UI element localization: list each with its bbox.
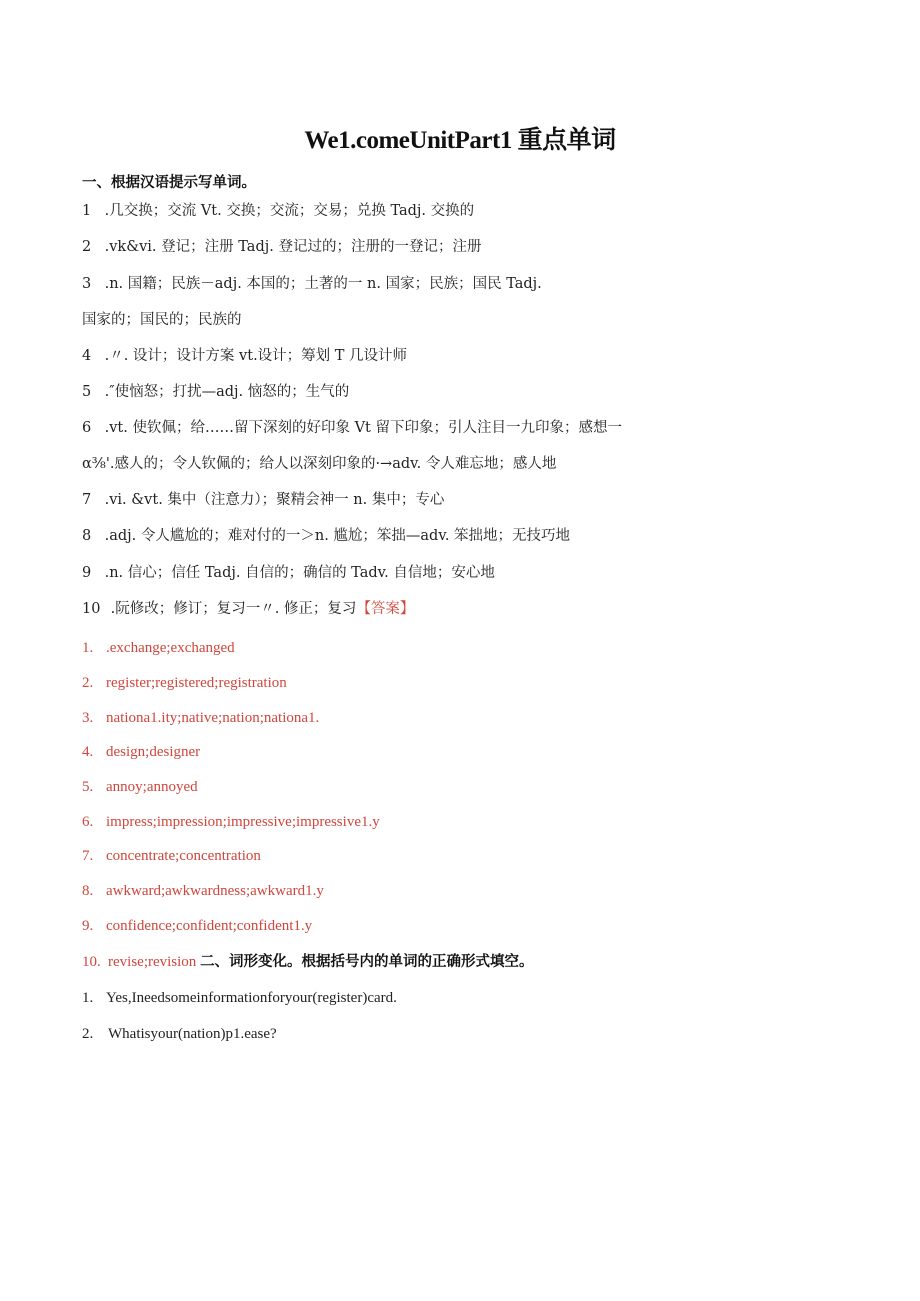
question-text: .n. 国籍；民族－adj. 本国的；土著的一 n. 国家；民族；国民 Tadj. — [104, 276, 542, 292]
answer-item — [82, 778, 198, 796]
question-text: .vt. 使钦佩；给……留下深刻的好印象 Vt 留下印象；引人注目一九印象；感想一 — [104, 420, 622, 436]
answer-item — [82, 953, 534, 971]
section-heading-2: 二、词形变化。根据括号内的单词的正确形式填空。 — [200, 954, 534, 970]
question-number: 10 — [82, 601, 101, 617]
answer-text: awkward;awkwardness;awkward1.y — [106, 883, 324, 899]
exercise-number: 2. — [82, 1026, 94, 1042]
exercise-item — [82, 989, 397, 1007]
question-text: .″使恼怒；打扰—adj. 恼怒的；生气的 — [104, 384, 350, 400]
question-text: .阮修改；修订；复习一〃. 修正；复习 — [110, 601, 357, 617]
answer-number: 2. — [82, 675, 94, 691]
answer-number: 4. — [82, 744, 94, 760]
question-item — [82, 491, 444, 509]
answer-number: 9. — [82, 918, 94, 934]
answer-text: nationa1.ity;native;nation;nationa1. — [106, 710, 320, 726]
page-title: We1.comeUnitPart1 重点单词 — [304, 127, 616, 154]
answer-text: .exchange;exchanged — [106, 640, 235, 656]
question-number: 7 — [82, 492, 92, 508]
answer-item — [82, 743, 200, 761]
question-text: α⅜'.感人的；令人钦佩的；给人以深刻印象的·→adv. 令人难忘地；感人地 — [82, 456, 557, 472]
answer-text: confidence;confident;confident1.y — [106, 918, 313, 934]
answer-text: revise;revision — [108, 954, 197, 970]
answer-number: 3. — [82, 710, 94, 726]
answer-number: 7. — [82, 848, 94, 864]
question-text: 国家的；国民的；民族的 — [82, 312, 242, 328]
question-text: .vi. &vt. 集中（注意力）；聚精会神一 n. 集中；专心 — [104, 492, 445, 508]
question-item — [82, 527, 570, 545]
answer-text: annoy;annoyed — [106, 779, 198, 795]
answer-item — [82, 847, 261, 865]
question-number: 9 — [82, 565, 92, 581]
question-text: .几交换；交流 Vt. 交换；交流；交易；兑换 Tadj. 交换的 — [104, 203, 475, 219]
answer-item — [82, 639, 235, 657]
answer-item — [82, 709, 319, 727]
question-item — [82, 564, 495, 582]
section-heading-1: 一、根据汉语提示写单词。 — [82, 175, 256, 191]
answer-item — [82, 813, 380, 831]
answer-text: design;designer — [106, 744, 201, 760]
question-number: 1 — [82, 203, 92, 219]
question-item — [82, 383, 349, 401]
question-item — [82, 600, 414, 618]
question-number: 3 — [82, 276, 92, 292]
answer-tag: 【答案】 — [356, 601, 415, 617]
answer-text: concentrate;concentration — [106, 848, 261, 864]
answer-item — [82, 882, 324, 900]
question-text: .vk&vi. 登记；注册 Tadj. 登记过的；注册的一登记；注册 — [104, 239, 482, 255]
question-item-continuation — [82, 455, 556, 473]
answer-item — [82, 674, 287, 692]
question-text: .n. 信心；信任 Tadj. 自信的；确信的 Tadv. 自信地；安心地 — [104, 565, 495, 581]
question-item — [82, 202, 474, 220]
question-number: 5 — [82, 384, 92, 400]
answer-number: 1. — [82, 640, 94, 656]
exercise-text: Yes,Ineedsomeinformationforyour(register)card. — [106, 990, 397, 1006]
answer-number: 5. — [82, 779, 94, 795]
question-item — [82, 275, 542, 293]
question-item — [82, 238, 481, 256]
exercise-item — [82, 1025, 277, 1043]
exercise-number: 1. — [82, 990, 94, 1006]
question-number: 6 — [82, 420, 92, 436]
question-item — [82, 419, 622, 437]
answer-number: 10. — [82, 954, 101, 970]
answer-number: 6. — [82, 814, 94, 830]
question-number: 8 — [82, 528, 92, 544]
exercise-text: Whatisyour(nation)p1.ease? — [108, 1026, 277, 1042]
question-item-continuation — [82, 311, 242, 329]
question-text: .〃. 设计；设计方案 vt.设计；筹划 T 几设计师 — [104, 348, 408, 364]
question-text: .adj. 令人尴尬的；难对付的一＞n. 尴尬；笨拙—adv. 笨拙地；无技巧地 — [104, 528, 571, 544]
question-item — [82, 347, 407, 365]
answer-item — [82, 917, 312, 935]
question-number: 2 — [82, 239, 92, 255]
answer-text: impress;impression;impressive;impressive1.y — [106, 814, 380, 830]
answer-text: register;registered;registration — [106, 675, 287, 691]
question-number: 4 — [82, 348, 92, 364]
answer-number: 8. — [82, 883, 94, 899]
